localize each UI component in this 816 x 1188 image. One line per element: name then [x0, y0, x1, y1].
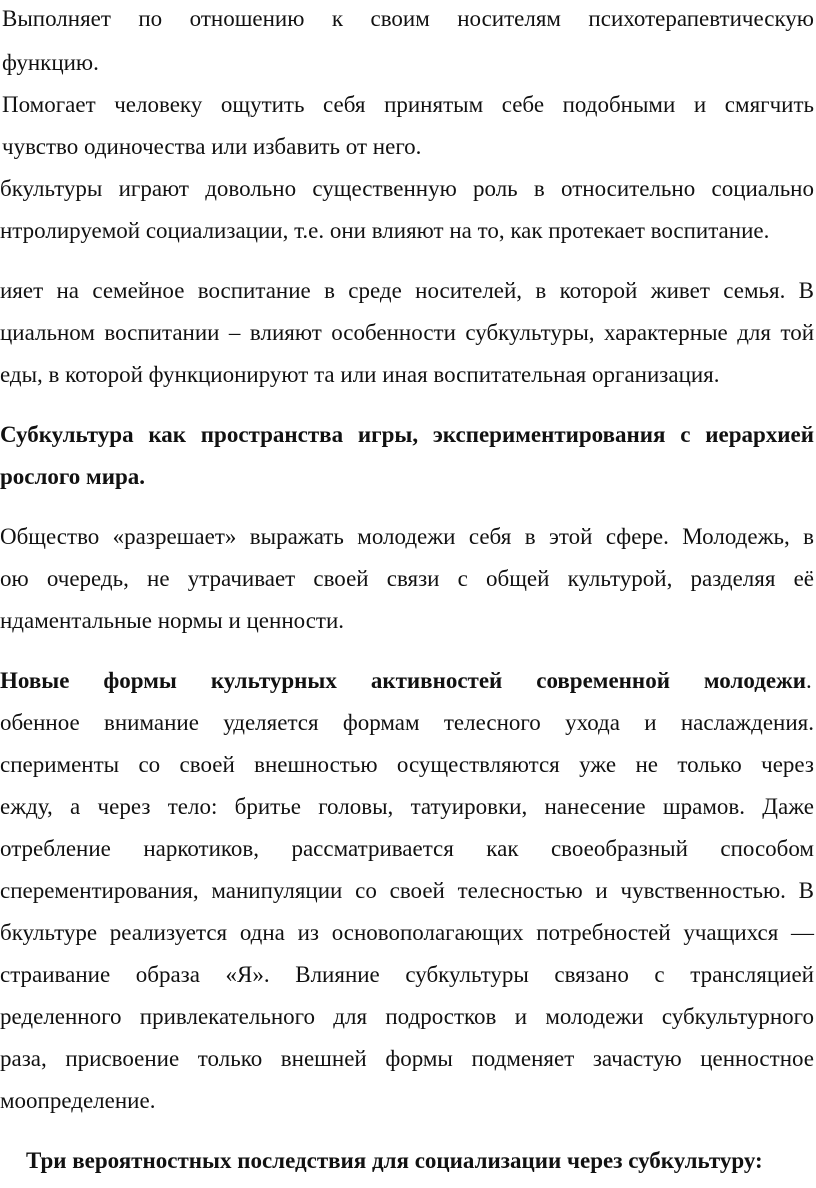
text-line: ою очередь, не утрачивает своей связи с общей культурой, разделяя её	[0, 566, 814, 591]
text-line: еды, в которой функционируют та или иная воспитательная организация.	[0, 362, 720, 387]
text-line: страивание образа «Я». Влияние субкультуры связано с трансляцией	[0, 962, 814, 987]
section-heading: Три вероятностных последствия для социализации через субкультуру:	[26, 1148, 763, 1173]
section-heading-line: рослого мира.	[0, 464, 145, 489]
text-line: раза, присвоение только внешней формы подменяет зачастую ценностное	[0, 1046, 814, 1071]
text-line: нтролируемой социализации, т.е. они влияют на то, как протекает воспитание.	[0, 218, 770, 243]
text-line: ияет на семейное воспитание в среде носителей, в которой живет семья. В	[0, 278, 814, 303]
text-line: Общество «разрешает» выражать молодежи себя в этой сфере. Молодежь, в	[0, 524, 814, 549]
text-line: Помогает человеку ощутить себя принятым себе подобными и смягчить	[2, 92, 814, 117]
text-line	[0, 666, 814, 696]
text-line: сперементирования, манипуляции со своей телесностью и чувственностью. В	[0, 878, 814, 903]
text-line: моопределение.	[0, 1088, 156, 1113]
bold-lead-phrase: Новые формы культурных активностей современной молодежи	[0, 668, 806, 693]
section-heading-line: Субкультура как пространства игры, экспериментирования с иерархией	[0, 422, 814, 447]
text-line: чувство одиночества или избавить от него.	[2, 134, 422, 159]
text-line: обенное внимание уделяется формам телесного ухода и наслаждения.	[0, 710, 814, 735]
text-period: .	[806, 668, 812, 693]
text-line: ндаментальные нормы и ценности.	[0, 608, 345, 633]
text-line: функцию.	[2, 50, 99, 75]
text-line: бкультуре реализуется одна из основополагающих потребностей учащихся —	[0, 920, 814, 945]
text-line: циальном воспитании – влияют особенности субкультуры, характерные для той	[0, 320, 814, 345]
text-line: Выполняет по отношению к своим носителям психотерапевтическую	[2, 6, 814, 31]
text-line: ределенного привлекательного для подростков и молодежи субкультурного	[0, 1004, 814, 1029]
text-line: сперименты со своей внешностью осуществляются уже не только через	[0, 752, 814, 777]
text-line: ежду, а через тело: бритье головы, татуировки, нанесение шрамов. Даже	[0, 794, 814, 819]
text-line: отребление наркотиков, рассматривается как своеобразный способом	[0, 836, 814, 861]
text-line: бкультуры играют довольно существенную роль в относительно социально	[0, 176, 814, 201]
